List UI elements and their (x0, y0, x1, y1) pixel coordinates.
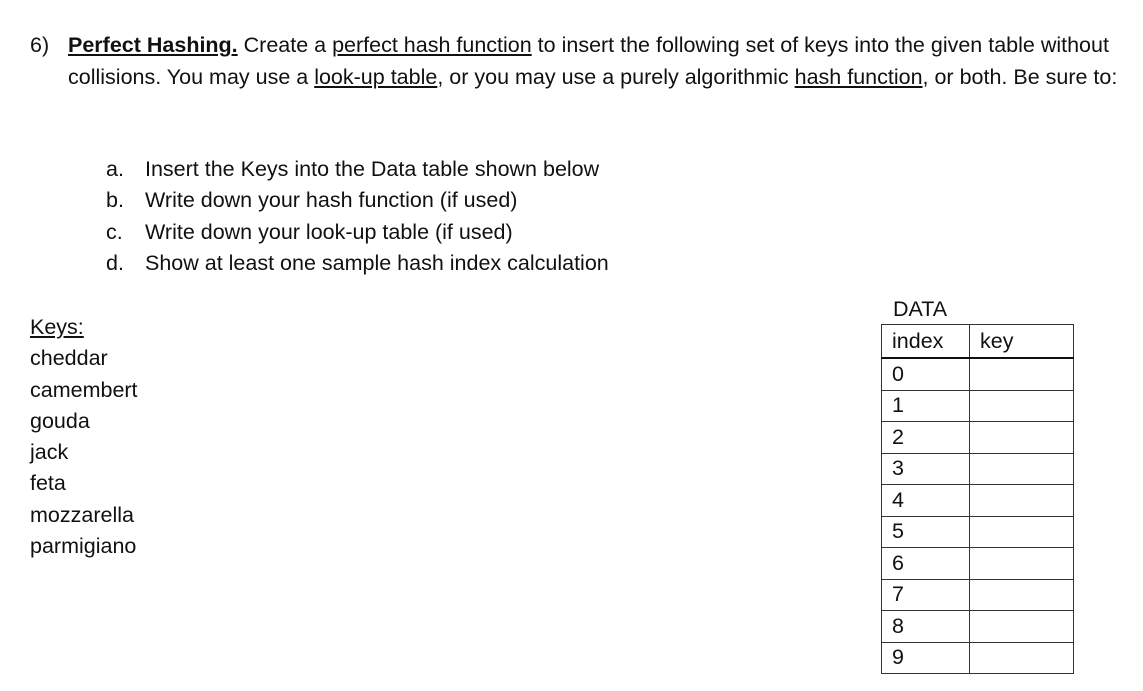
key-cell[interactable] (970, 642, 1074, 674)
key-cell[interactable] (970, 485, 1074, 517)
key-item: feta (30, 471, 66, 496)
look-up-table-term: look-up table (314, 64, 438, 89)
key-column-header: key (970, 325, 1074, 359)
keys-title: Keys: (30, 315, 84, 339)
table-row (882, 422, 1074, 454)
perfect-hash-function-term: perfect hash function (332, 33, 532, 57)
table-row (882, 358, 1074, 390)
problem-text-3: , or you may use a purely algorithmic (437, 64, 795, 89)
table-header-row (882, 325, 1074, 359)
table-row (882, 548, 1074, 580)
instruction-item (106, 154, 609, 185)
index-cell: 9 (882, 642, 970, 674)
instruction-text: Write down your look-up table (if used) (145, 219, 513, 244)
index-cell: 4 (882, 485, 970, 517)
key-cell[interactable] (970, 390, 1074, 422)
instruction-item (106, 248, 609, 279)
instruction-text: Show at least one sample hash index calculation (145, 250, 609, 275)
key-item: jack (30, 440, 69, 465)
table-row (882, 485, 1074, 517)
instruction-letter: c. (106, 219, 123, 244)
instruction-item (106, 185, 609, 216)
instruction-letter: d. (106, 250, 124, 275)
key-cell[interactable] (970, 516, 1074, 548)
index-cell: 5 (882, 516, 970, 548)
index-cell: 3 (882, 453, 970, 485)
key-cell[interactable] (970, 422, 1074, 454)
problem-text-4: , or both. Be sure to: (922, 64, 1118, 89)
problem-body (68, 30, 1135, 93)
table-row (882, 642, 1074, 674)
key-item: camembert (30, 377, 138, 402)
problem-statement (30, 30, 1135, 93)
index-column-header: index (882, 325, 970, 359)
index-cell: 7 (882, 579, 970, 611)
key-item: cheddar (30, 346, 108, 371)
data-table-title: DATA (893, 297, 948, 321)
index-cell: 1 (882, 390, 970, 422)
problem-text-2: to insert the following set of keys into the given table without collisions. You may use a (68, 33, 1109, 89)
index-cell: 2 (882, 422, 970, 454)
index-cell: 0 (882, 358, 970, 390)
key-cell[interactable] (970, 453, 1074, 485)
key-item: mozzarella (30, 502, 134, 527)
key-cell[interactable] (970, 358, 1074, 390)
instruction-text: Write down your hash function (if used) (145, 188, 518, 213)
table-row (882, 579, 1074, 611)
key-item: gouda (30, 408, 90, 433)
data-table (881, 324, 1074, 674)
table-row (882, 516, 1074, 548)
key-cell[interactable] (970, 579, 1074, 611)
keys-list (30, 312, 138, 562)
index-cell: 8 (882, 611, 970, 643)
key-cell[interactable] (970, 548, 1074, 580)
instruction-list (106, 154, 609, 279)
index-cell: 6 (882, 548, 970, 580)
hash-function-term: hash function (794, 64, 923, 89)
problem-number: 6) (30, 33, 50, 57)
table-row (882, 390, 1074, 422)
instruction-text: Insert the Keys into the Data table shown below (145, 157, 600, 181)
instruction-item (106, 217, 609, 248)
problem-title: Perfect Hashing. (68, 33, 238, 57)
key-cell[interactable] (970, 611, 1074, 643)
instruction-letter: b. (106, 188, 124, 213)
instruction-letter: a. (106, 157, 124, 181)
problem-text-1: Create a (237, 33, 333, 57)
table-row (882, 611, 1074, 643)
key-item: parmigiano (30, 534, 137, 559)
table-row (882, 453, 1074, 485)
